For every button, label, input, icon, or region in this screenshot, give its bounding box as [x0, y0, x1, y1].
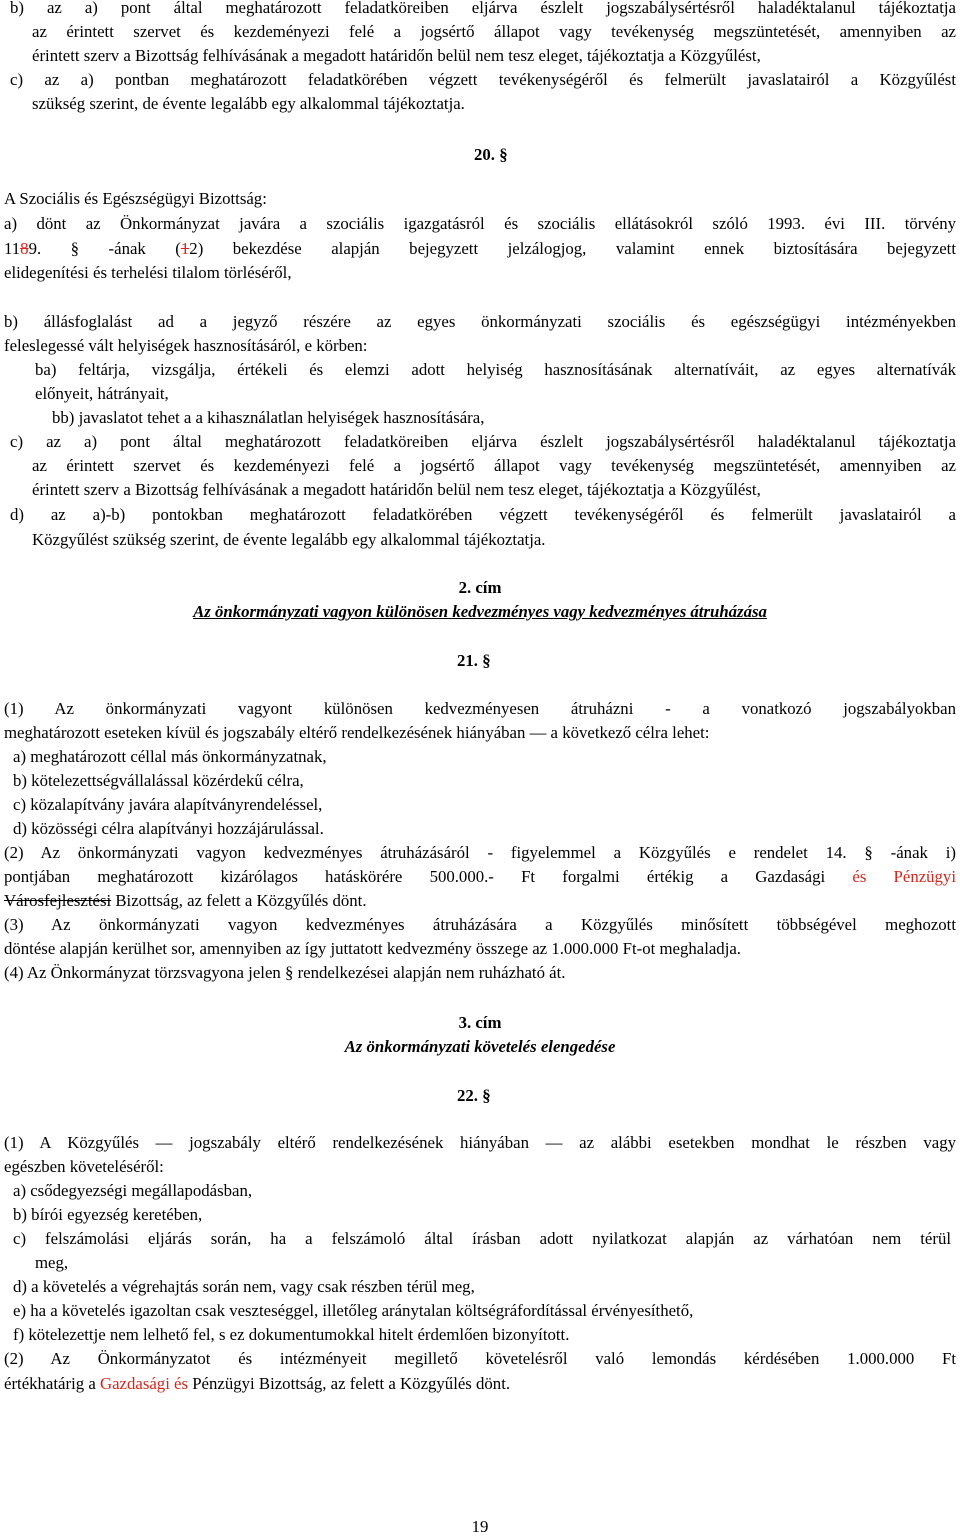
section-20-ba-line-1: ba) feltárja, vizsgálja, értékeli és elemzi adott helyiség hasznosításának alternatíváit, az egyes alternatívák: [35, 360, 956, 379]
section-20-a-line-3: elidegenítési és terhelési tilalom törléséről,: [4, 263, 292, 282]
section-20-d-line-2: Közgyűlést szükség szerint, de évente legalább egy alkalommal tájékoztatja.: [32, 530, 546, 549]
top-b-line-1: b) az a) pont által meghatározott feladatköreiben eljárva észlelt jogszabálysértésről haladéktalanul tájékoztatja: [10, 0, 956, 17]
section-22-item-a: a) csődegyezségi megállapodásban,: [13, 1181, 253, 1200]
chapter-3-label: 3. cím: [458, 1013, 502, 1032]
section-21-p3-line-1: (3) Az önkormányzati vagyon kedvezményes átruházására a Közgyűlés minősített többségével meghozott: [4, 915, 956, 934]
section-20-c-line-3: érintett szerv a Bizottság felhívásának a megadott határidőn belül nem tesz eleget, tájékoztatja a Közgyűlést,: [32, 480, 761, 499]
chapter-2-label: 2. cím: [458, 578, 502, 597]
section-22-p2-line-1: (2) Az Önkormányzatot és intézményeit megillető követelésről való lemondás kérdésében 1.000.000 Ft: [4, 1349, 956, 1368]
top-b-line-2: az érintett szervet és kezdeményezi felé a jogsértő állapot vagy tevékenység megszüntetését, amennyiben az: [32, 22, 956, 41]
page-number: 19: [471, 1517, 489, 1536]
section-22-item-b: b) bírói egyezség keretében,: [13, 1205, 203, 1224]
chapter-3-title: Az önkormányzati követelés elengedése: [344, 1037, 616, 1056]
section-21-p3-line-2: döntése alapján kerülhet sor, amennyiben az így juttatott kedvezmény összege az 1.000.000 Ft-ot meghaladja.: [4, 939, 742, 958]
section-21-p1-line-1: (1) Az önkormányzati vagyont különösen kedvezményesen átruházni - a vonatkozó jogszabályokban: [4, 699, 956, 718]
section-21-p1-item-b: b) kötelezettségvállalással közérdekű célra,: [13, 771, 304, 790]
section-21-heading: 21. §: [457, 651, 491, 670]
section-22-item-c-line-2: meg,: [35, 1253, 69, 1272]
section-22-p1-line-1: (1) A Közgyűlés — jogszabály eltérő rendelkezésének hiányában — az alábbi esetekben mondhat le részben vagy: [4, 1133, 956, 1152]
section-20-intro: A Szociális és Egészségügyi Bizottság:: [4, 189, 267, 208]
section-21-p1-line-2: meghatározott eseteken kívül és jogszabály eltérő rendelkezésének hiányában — a következő célra lehet:: [4, 723, 710, 742]
section-20-c-line-1: c) az a) pont által meghatározott feladatköreiben eljárva észlelt jogszabálysértésről haladéktalanul tájékoztatja: [10, 432, 956, 451]
section-20-b-line-2: feleslegessé vált helyiségek hasznosításáról, e körben:: [4, 336, 368, 355]
section-21-p4-line: (4) Az Önkormányzat törzsvagyona jelen § rendelkezései alapján nem ruházható át.: [4, 963, 566, 982]
section-20-a-line-2: 1189. § -ának (12) bekezdése alapján bejegyzett jelzálogjog, valamint ennek biztosítására bejegyzett: [4, 239, 956, 258]
section-21-p1-item-c: c) közalapítvány javára alapítványrendeléssel,: [13, 795, 323, 814]
section-22-heading: 22. §: [457, 1086, 491, 1105]
section-21-p2-line-1: (2) Az önkormányzati vagyon kedvezményes átruházásáról - figyelemmel a Közgyűlés e rendelet 14. § -ának i): [4, 843, 956, 862]
section-20-bb-line: bb) javaslatot tehet a a kihasználatlan helyiségek hasznosítására,: [52, 408, 485, 427]
section-20-b-line-1: b) állásfoglalást ad a jegyző részére az egyes önkormányzati szociális és egészségügyi intézményekben: [4, 312, 956, 331]
section-22-item-d: d) a követelés a végrehajtás során nem, vagy csak részben térül meg,: [13, 1277, 475, 1296]
section-22-item-f: f) kötelezettje nem lelhető fel, s ez dokumentumokkal hitelt érdemlően bizonyított.: [13, 1325, 570, 1344]
section-21-p2-line-3: Városfejlesztési Bizottság, az felett a Közgyűlés dönt.: [4, 891, 367, 910]
section-20-ba-line-2: előnyeit, hátrányait,: [35, 384, 169, 403]
top-c-line-2: szükség szerint, de évente legalább egy alkalommal tájékoztatja.: [32, 94, 465, 113]
top-c-line-1: c) az a) pontban meghatározott feladatkörében végzett tevékenységéről és felmerült javaslatairól a Közgyűlést: [10, 70, 956, 89]
top-b-line-3: érintett szerv a Bizottság felhívásának a megadott határidőn belül nem tesz eleget, tájékoztatja a Közgyűlést,: [32, 46, 761, 65]
section-20-a-line-1: a) dönt az Önkormányzat javára a szociális igazgatásról és szociális ellátásokról szóló 1993. évi III. törvény: [4, 214, 956, 233]
section-22-item-e: e) ha a követelés igazoltan csak veszteséggel, illetőleg aránytalan költségráfordítással érvényesíthető,: [13, 1301, 694, 1320]
section-20-d-line-1: d) az a)-b) pontokban meghatározott feladatkörében végzett tevékenységéről és felmerült javaslatairól a: [10, 505, 956, 524]
section-21-p2-line-2: pontjában meghatározott kizárólagos hatáskörére 500.000.- Ft forgalmi értékig a Gazdasági és Pénzügyi: [4, 867, 956, 886]
section-21-p1-item-d: d) közösségi célra alapítványi hozzájárulással.: [13, 819, 324, 838]
section-21-p1-item-a: a) meghatározott céllal más önkormányzatnak,: [13, 747, 327, 766]
chapter-2-title: Az önkormányzati vagyon különösen kedvezményes vagy kedvezményes átruházása: [193, 602, 767, 621]
section-20-c-line-2: az érintett szervet és kezdeményezi felé a jogsértő állapot vagy tevékenység megszüntetését, amennyiben az: [32, 456, 956, 475]
section-20-heading: 20. §: [474, 145, 508, 164]
section-22-p2-line-2: értékhatárig a Gazdasági és Pénzügyi Bizottság, az felett a Közgyűlés dönt.: [4, 1374, 511, 1393]
section-22-item-c-line-1: c) felszámolási eljárás során, ha a felszámoló által írásban adott nyilatkozat alapján az várhatóan nem térül: [13, 1229, 951, 1248]
section-22-p1-line-2: egészben követeléséről:: [4, 1157, 164, 1176]
